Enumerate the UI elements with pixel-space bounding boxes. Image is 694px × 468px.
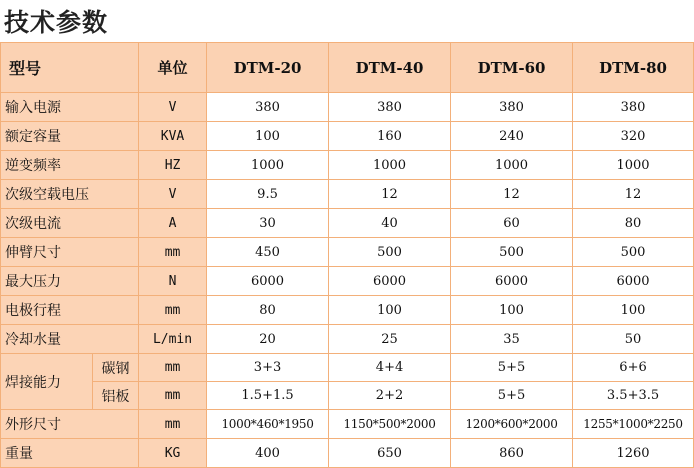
table-row (1, 151, 694, 180)
table-row (1, 209, 694, 238)
value-cell: 40 (329, 209, 451, 238)
value-cell: 500 (329, 238, 451, 267)
param-label: 最大压力 (1, 267, 139, 296)
value-cell: 100 (573, 296, 694, 325)
table-row (1, 180, 694, 209)
unit-cell: V (139, 93, 207, 122)
table-row (1, 382, 694, 410)
unit-cell: KVA (139, 122, 207, 151)
unit-cell: HZ (139, 151, 207, 180)
model-header-cell: DTM-40 (329, 43, 451, 93)
value-cell: 3.5+3.5 (573, 382, 694, 410)
model-header-cell: DTM-60 (451, 43, 573, 93)
value-cell: 25 (329, 325, 451, 354)
value-cell: 4+4 (329, 354, 451, 382)
value-cell: 5+5 (451, 354, 573, 382)
param-label: 外形尺寸 (1, 410, 139, 439)
unit-cell: mm (139, 238, 207, 267)
value-cell: 320 (573, 122, 694, 151)
param-label: 冷却水量 (1, 325, 139, 354)
value-cell: 1000 (451, 151, 573, 180)
table-row (1, 267, 694, 296)
param-label: 次级电流 (1, 209, 139, 238)
title-bar (0, 0, 694, 43)
material-label: 碳钢 (93, 354, 139, 382)
table-row (1, 325, 694, 354)
value-cell: 380 (573, 93, 694, 122)
param-label: 输入电源 (1, 93, 139, 122)
unit-header: 单位 (139, 43, 207, 93)
param-label: 额定容量 (1, 122, 139, 151)
value-cell: 6000 (573, 267, 694, 296)
value-cell: 1000*460*1950 (207, 410, 329, 439)
value-cell: 160 (329, 122, 451, 151)
unit-cell: mm (139, 354, 207, 382)
material-label: 铝板 (93, 382, 139, 410)
value-cell: 450 (207, 238, 329, 267)
value-cell: 6+6 (573, 354, 694, 382)
value-cell: 30 (207, 209, 329, 238)
unit-cell: A (139, 209, 207, 238)
value-cell: 80 (573, 209, 694, 238)
value-cell: 100 (329, 296, 451, 325)
value-cell: 100 (207, 122, 329, 151)
value-cell: 6000 (329, 267, 451, 296)
spec-table (0, 42, 694, 468)
table-row (1, 410, 694, 439)
unit-cell: V (139, 180, 207, 209)
value-cell: 1.5+1.5 (207, 382, 329, 410)
value-cell: 1000 (207, 151, 329, 180)
param-label: 焊接能力 (1, 354, 93, 410)
value-cell: 1255*1000*2250 (573, 410, 694, 439)
value-cell: 380 (329, 93, 451, 122)
table-row (1, 439, 694, 468)
value-cell: 6000 (207, 267, 329, 296)
table-row (1, 93, 694, 122)
value-cell: 12 (329, 180, 451, 209)
value-cell: 50 (573, 325, 694, 354)
value-cell: 500 (451, 238, 573, 267)
param-label: 电极行程 (1, 296, 139, 325)
value-cell: 60 (451, 209, 573, 238)
unit-cell: mm (139, 296, 207, 325)
value-cell: 240 (451, 122, 573, 151)
value-cell: 1000 (573, 151, 694, 180)
value-cell: 1260 (573, 439, 694, 468)
model-header-cell: DTM-80 (573, 43, 694, 93)
unit-cell: L/min (139, 325, 207, 354)
model-header: 型号 (1, 43, 139, 93)
value-cell: 1200*600*2000 (451, 410, 573, 439)
model-header-cell: DTM-20 (207, 43, 329, 93)
value-cell: 1150*500*2000 (329, 410, 451, 439)
table-row (1, 354, 694, 382)
value-cell: 6000 (451, 267, 573, 296)
value-cell: 3+3 (207, 354, 329, 382)
table-row (1, 122, 694, 151)
value-cell: 9.5 (207, 180, 329, 209)
page-title: 技术参数 (4, 8, 109, 37)
value-cell: 12 (451, 180, 573, 209)
unit-cell: mm (139, 382, 207, 410)
value-cell: 12 (573, 180, 694, 209)
value-cell: 860 (451, 439, 573, 468)
param-label: 伸臂尺寸 (1, 238, 139, 267)
header-row (1, 43, 694, 93)
unit-cell: N (139, 267, 207, 296)
value-cell: 5+5 (451, 382, 573, 410)
value-cell: 20 (207, 325, 329, 354)
unit-cell: mm (139, 410, 207, 439)
value-cell: 380 (451, 93, 573, 122)
param-label: 次级空载电压 (1, 180, 139, 209)
value-cell: 500 (573, 238, 694, 267)
value-cell: 1000 (329, 151, 451, 180)
value-cell: 400 (207, 439, 329, 468)
value-cell: 650 (329, 439, 451, 468)
value-cell: 35 (451, 325, 573, 354)
unit-cell: KG (139, 439, 207, 468)
param-label: 逆变频率 (1, 151, 139, 180)
value-cell: 380 (207, 93, 329, 122)
value-cell: 80 (207, 296, 329, 325)
table-row (1, 238, 694, 267)
value-cell: 2+2 (329, 382, 451, 410)
value-cell: 100 (451, 296, 573, 325)
param-label: 重量 (1, 439, 139, 468)
table-row (1, 296, 694, 325)
